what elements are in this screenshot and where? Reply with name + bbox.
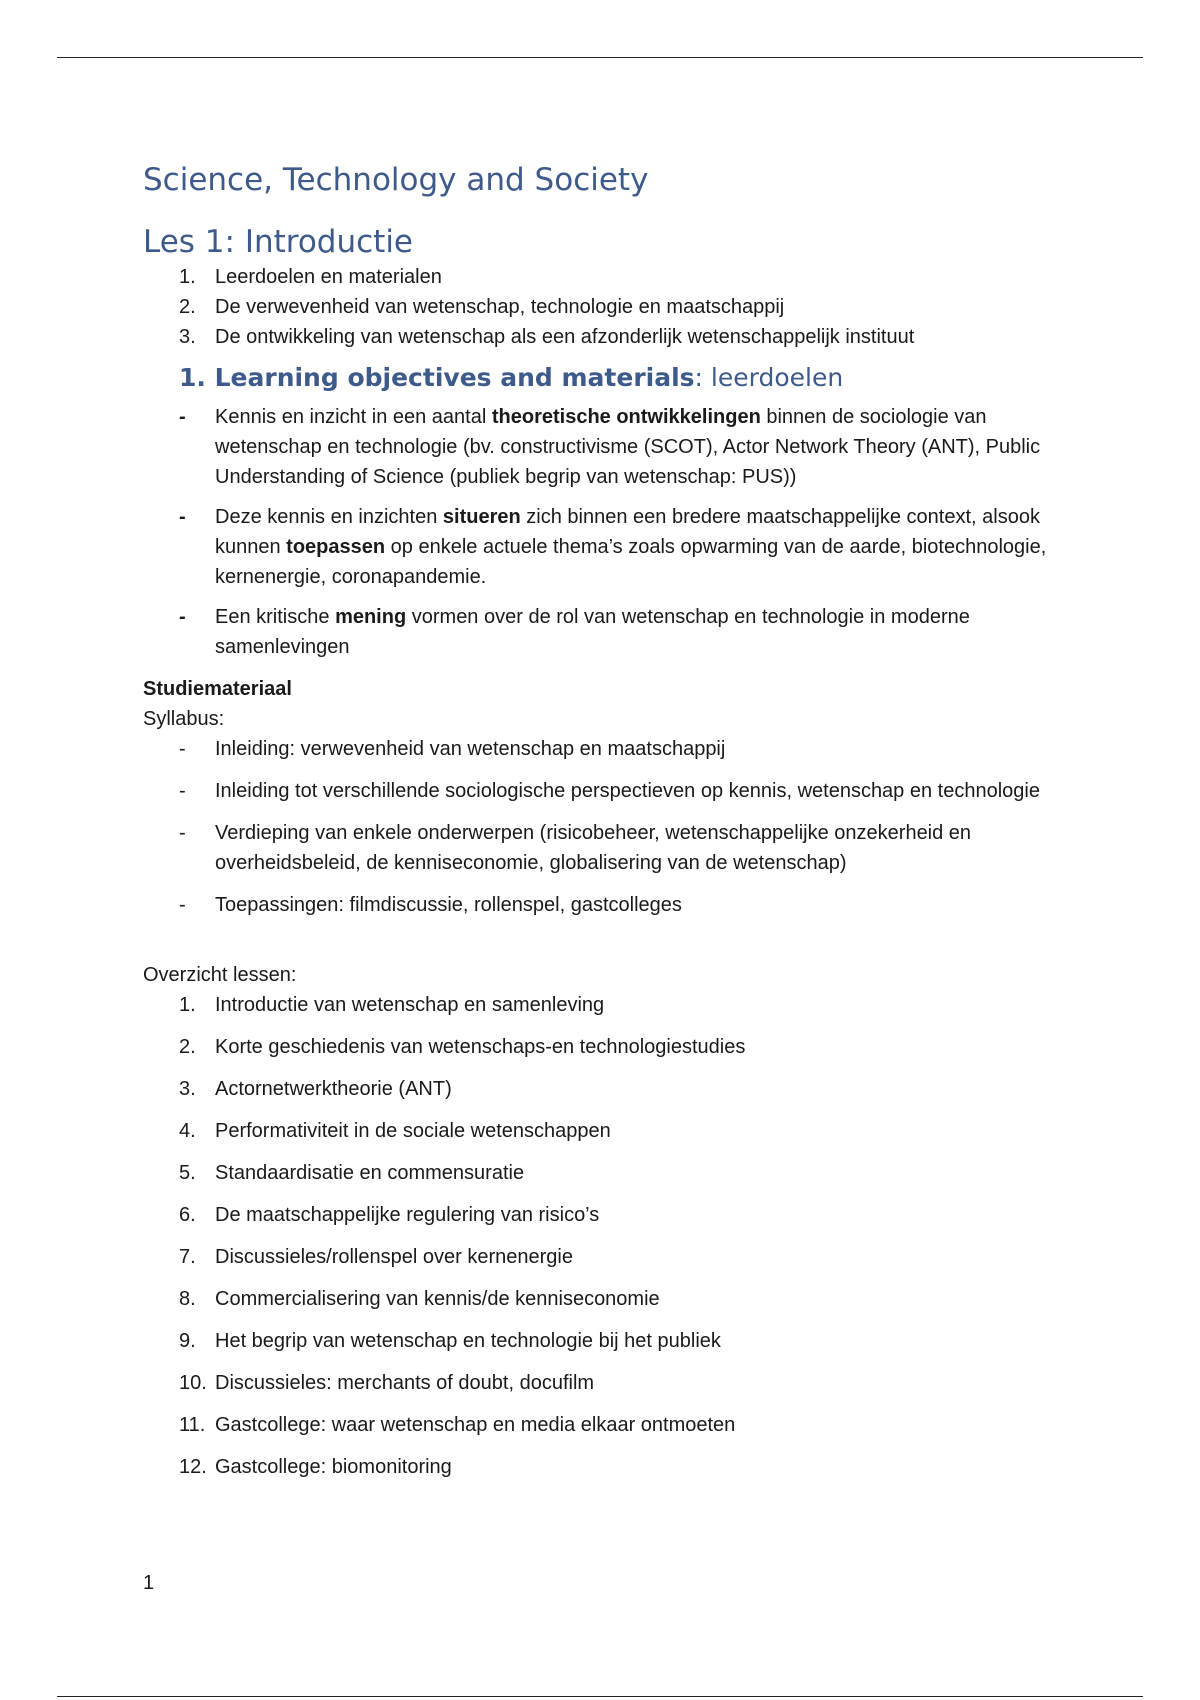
syllabus-text: Inleiding: verwevenheid van wetenschap en maatschappij	[215, 738, 726, 760]
lesson-number: 9.	[179, 1330, 196, 1352]
dash-marker: -	[179, 506, 186, 528]
lesson-item	[143, 1284, 1063, 1314]
lesson-item	[143, 1158, 1063, 1188]
objective-text: Deze kennis en inzichten	[215, 506, 443, 528]
objective-item	[143, 602, 1063, 662]
dash-marker: -	[179, 894, 186, 916]
lesson-number: 7.	[179, 1246, 196, 1268]
toc-number: 1.	[179, 266, 196, 288]
syllabus-text: Verdieping van enkele onderwerpen (risicobeheer, wetenschappelijke onzekerheid en overheidsbeleid, de kenniseconomie, globalisering van de wetenschap)	[215, 822, 972, 874]
lesson-number: 2.	[179, 1036, 196, 1058]
lesson-text: Het begrip van wetenschap en technologie bij het publiek	[215, 1330, 721, 1352]
objective-item	[143, 402, 1063, 492]
dash-marker: -	[179, 406, 186, 428]
section-number: 1.	[179, 363, 215, 392]
objective-text: vormen over de rol van wetenschap en technologie in moderne samenlevingen	[215, 606, 970, 658]
syllabus-text: Inleiding tot verschillende sociologische perspectieven op kennis, wetenschap en technologie	[215, 780, 1040, 802]
lesson-text: Introductie van wetenschap en samenleving	[215, 994, 605, 1016]
lesson-number: 3.	[179, 1078, 196, 1100]
lesson-text: De maatschappelijke regulering van risico’s	[215, 1204, 600, 1226]
header-rule	[57, 57, 1143, 58]
section-title-rest: : leerdoelen	[694, 363, 844, 392]
document-title: Science, Technology and Society	[143, 162, 649, 198]
lesson-item	[143, 1242, 1063, 1272]
lesson-number: 4.	[179, 1120, 196, 1142]
lesson-text: Discussieles: merchants of doubt, docufilm	[215, 1372, 595, 1394]
lesson-title: Les 1: Introductie	[143, 224, 414, 260]
lesson-item	[143, 1200, 1063, 1230]
lesson-item	[143, 1074, 1063, 1104]
syllabus-item	[143, 734, 1063, 764]
objective-text: Kennis en inzicht in een aantal	[215, 406, 492, 428]
objective-emphasis: theoretische ontwikkelingen	[491, 406, 761, 428]
lesson-number: 1.	[179, 994, 196, 1016]
syllabus-item	[143, 818, 1063, 878]
footer-rule	[57, 1696, 1143, 1697]
lesson-number: 5.	[179, 1162, 196, 1184]
lessons-list	[143, 990, 1063, 1482]
lesson-toc	[143, 262, 1063, 352]
studiemateriaal-heading: Studiemateriaal	[143, 678, 292, 700]
syllabus-item	[143, 890, 1063, 920]
objectives-list	[143, 402, 1063, 662]
objective-text: op enkele actuele thema’s zoals opwarming van de aarde, biotechnologie, kernenergie, coronapandemie.	[215, 536, 1047, 588]
objective-emphasis: mening	[335, 606, 407, 628]
toc-text: De verwevenheid van wetenschap, technologie en maatschappij	[215, 296, 785, 318]
lesson-item	[143, 1326, 1063, 1356]
lesson-item	[143, 1368, 1063, 1398]
lesson-number: 6.	[179, 1204, 196, 1226]
lesson-item	[143, 990, 1063, 1020]
toc-item	[143, 322, 1063, 352]
page-number: 1	[143, 1572, 155, 1594]
lesson-item	[143, 1410, 1063, 1440]
lesson-text: Discussieles/rollenspel over kernenergie	[215, 1246, 573, 1268]
lesson-number: 12.	[179, 1456, 207, 1478]
lesson-item	[143, 1452, 1063, 1482]
syllabus-list	[143, 734, 1063, 920]
objective-emphasis: toepassen	[286, 536, 386, 558]
objective-item	[143, 502, 1063, 592]
dash-marker: -	[179, 738, 186, 760]
dash-marker: -	[179, 780, 186, 802]
section-title-bold: Learning objectives and materials	[214, 363, 695, 392]
objective-text: binnen de sociologie van wetenschap en technologie (bv. constructivisme (SCOT), Actor Network Theory (ANT), Public Understanding of Science (publiek begrip van wetenschap: PUS))	[215, 406, 1041, 488]
objective-text: zich binnen een bredere maatschappelijke context, alsook kunnen	[215, 506, 1040, 558]
toc-text: Leerdoelen en materialen	[215, 266, 442, 288]
lesson-text: Korte geschiedenis van wetenschaps-en technologiestudies	[215, 1036, 746, 1058]
toc-number: 2.	[179, 296, 196, 318]
toc-text: De ontwikkeling van wetenschap als een afzonderlijk wetenschappelijk instituut	[215, 326, 915, 348]
objective-emphasis: situeren	[442, 506, 521, 528]
lesson-text: Gastcollege: biomonitoring	[215, 1456, 452, 1478]
dash-marker: -	[179, 606, 186, 628]
lesson-text: Actornetwerktheorie (ANT)	[215, 1078, 452, 1100]
lesson-text: Commercialisering van kennis/de kenniseconomie	[215, 1288, 660, 1310]
lesson-text: Performativiteit in de sociale wetenschappen	[215, 1120, 611, 1142]
lesson-number: 8.	[179, 1288, 196, 1310]
lesson-item	[143, 1032, 1063, 1062]
syllabus-text: Toepassingen: filmdiscussie, rollenspel, gastcolleges	[215, 894, 682, 916]
toc-item	[143, 262, 1063, 292]
document-body	[143, 160, 1063, 1494]
toc-number: 3.	[179, 326, 196, 348]
syllabus-label: Syllabus:	[143, 708, 225, 730]
lesson-item	[143, 1116, 1063, 1146]
lesson-text: Standaardisatie en commensuratie	[215, 1162, 525, 1184]
section-heading	[179, 360, 1063, 396]
objective-text: Een kritische	[215, 606, 336, 628]
lesson-text: Gastcollege: waar wetenschap en media elkaar ontmoeten	[215, 1414, 736, 1436]
dash-marker: -	[179, 822, 186, 844]
lesson-number: 11.	[179, 1414, 206, 1436]
overzicht-label: Overzicht lessen:	[143, 964, 297, 986]
syllabus-item	[143, 776, 1063, 806]
toc-item	[143, 292, 1063, 322]
lesson-number: 10.	[179, 1372, 207, 1394]
